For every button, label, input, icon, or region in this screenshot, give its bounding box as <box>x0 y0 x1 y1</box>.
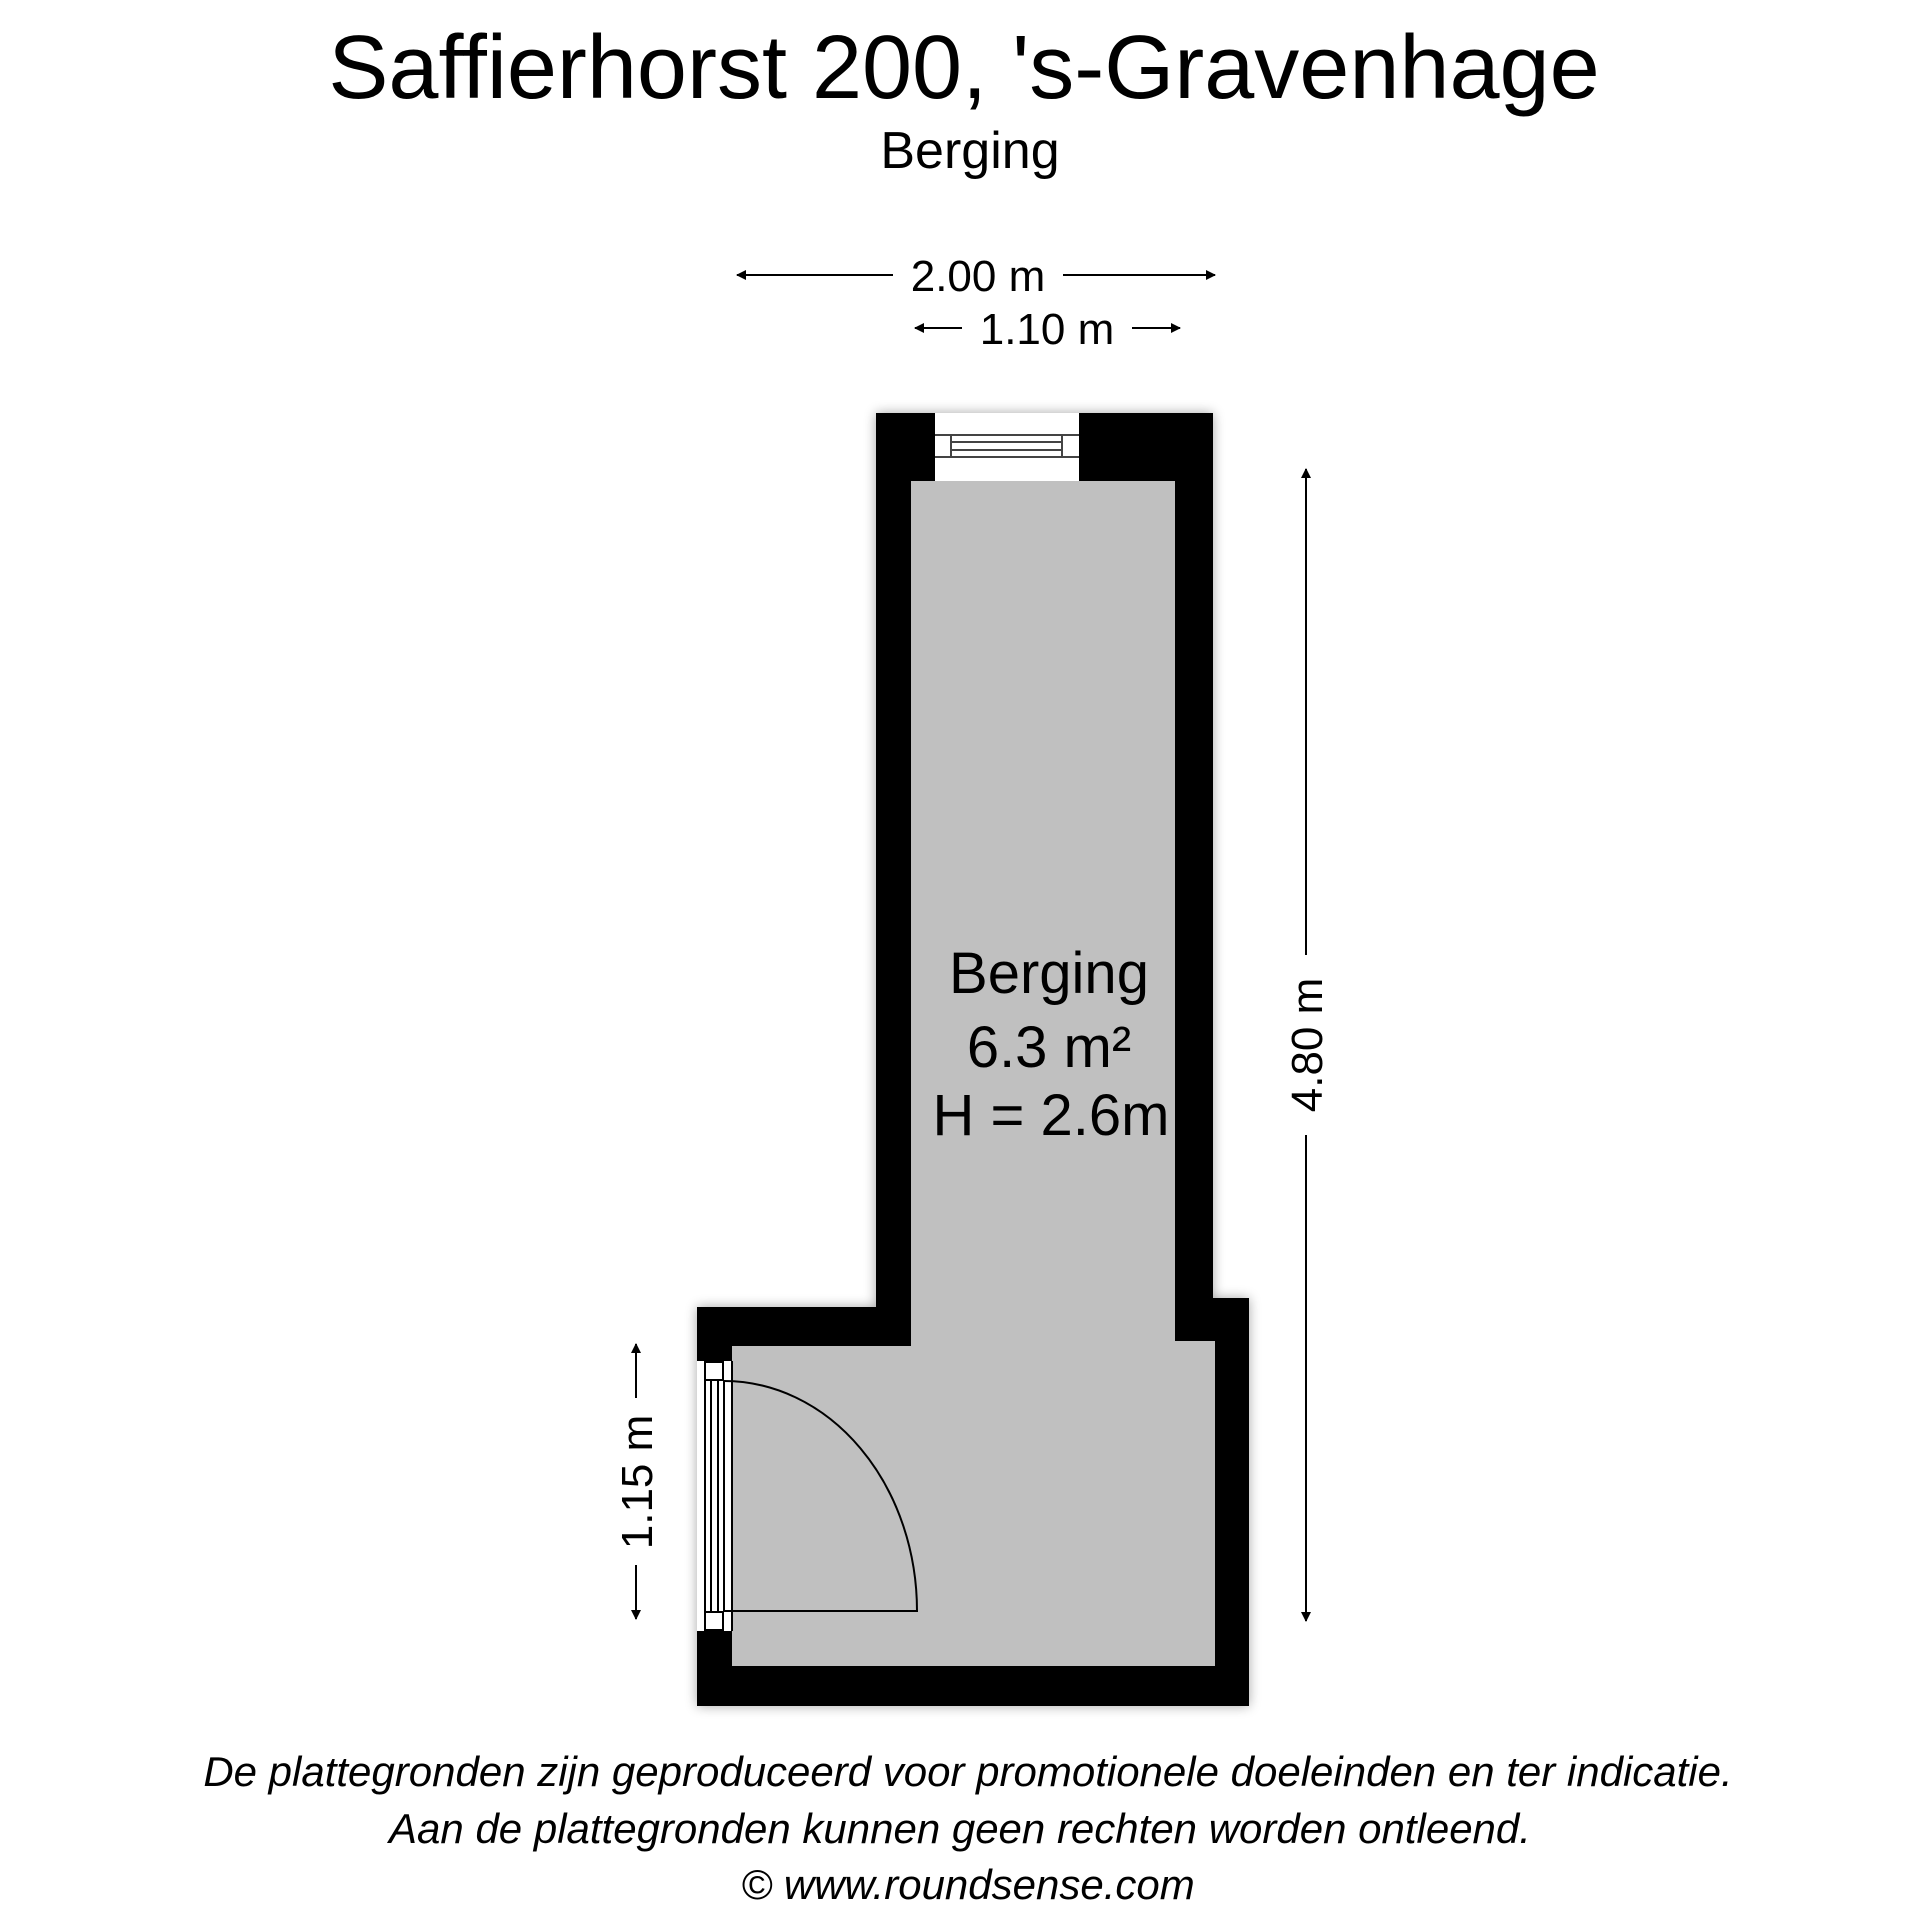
dimension-length <box>1283 469 1332 1621</box>
svg-text:1.10 m: 1.10 m <box>979 305 1115 354</box>
page-subtitle: Berging <box>880 122 1060 180</box>
room-area: 6.3 m² <box>966 1015 1132 1080</box>
room-height: H = 2.6m <box>932 1083 1170 1148</box>
disclaimer-line-2: Aan de plattegronden kunnen geen rechten worden ontleend. <box>389 1805 1531 1852</box>
svg-text:4.80 m: 4.80 m <box>1283 977 1332 1113</box>
copyright: © www.roundsense.com <box>741 1861 1195 1908</box>
svg-text:2.00 m: 2.00 m <box>910 252 1046 301</box>
disclaimer-line-1: De plattegronden zijn geproduceerd voor promotionele doeleinden en ter indicatie. <box>203 1748 1733 1795</box>
dimension-door <box>613 1344 662 1619</box>
page-title: Saffierhorst 200, 's-Gravenhage <box>328 18 1600 118</box>
dimension-width-window <box>915 305 1180 354</box>
window <box>935 413 1079 481</box>
room-name: Berging <box>949 941 1149 1006</box>
dimension-width-total <box>737 252 1215 301</box>
svg-text:1.15 m: 1.15 m <box>613 1414 662 1550</box>
